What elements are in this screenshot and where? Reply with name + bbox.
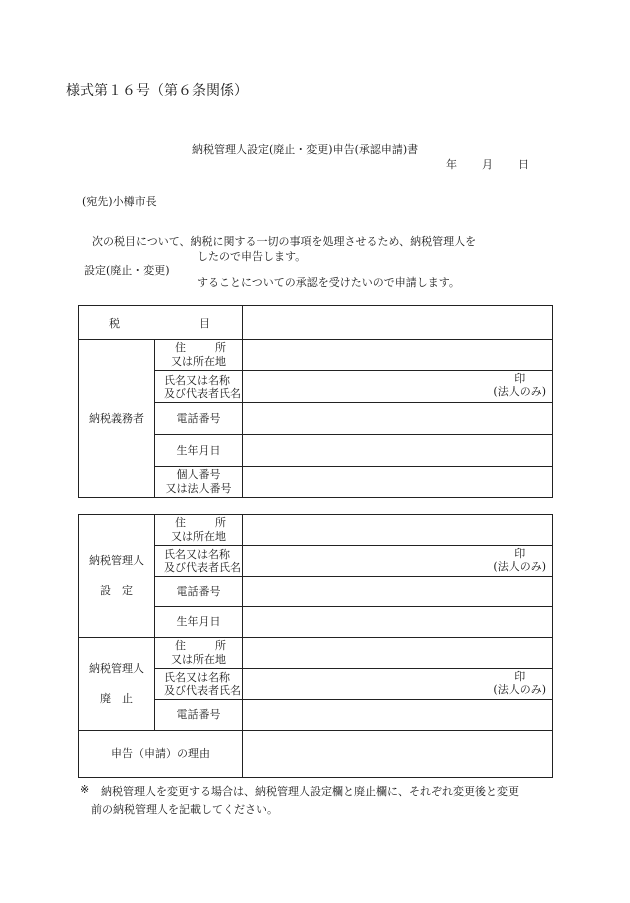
- abolish-name-label-2: 及び代表者氏名: [164, 684, 241, 697]
- manager-abolish-address-label: [155, 638, 243, 669]
- body-line-1: 次の税目について、納税に関する一切の事項を処理させるため、納税管理人を: [92, 235, 477, 248]
- date-day-label: 日: [518, 158, 529, 171]
- manager-set-label-2: 設 定: [100, 584, 133, 597]
- abolish-seal-text: 印: [514, 670, 526, 683]
- body-option-apply: することについての承認を受けたいので申請します。: [197, 276, 460, 289]
- taxpayer-phone-value[interactable]: [243, 403, 553, 435]
- manager-set-name-value[interactable]: [243, 546, 553, 577]
- body-left-label: 設定(廃止・変更): [84, 264, 170, 277]
- tax-item-label-cell: [79, 306, 243, 340]
- number-label-2: 又は法人番号: [165, 482, 232, 495]
- name-label-1: 氏名又は名称: [164, 373, 230, 387]
- tax-item-label-b: 目: [199, 316, 210, 330]
- manager-abolish-name-label: [155, 669, 243, 700]
- address-label-b: 所: [215, 341, 226, 354]
- set-seal-note: (法人のみ): [493, 560, 546, 573]
- document-title: 納税管理人設定(廃止・変更)申告(承認申請)書: [192, 143, 419, 156]
- form-number: 様式第１６号（第６条関係）: [66, 83, 248, 99]
- manager-set-address-value[interactable]: [243, 515, 553, 546]
- abolish-address-label-a: 住: [175, 639, 186, 652]
- abolish-address-label-b: 所: [215, 639, 226, 652]
- number-label-1: 個人番号: [176, 468, 221, 481]
- set-name-label-2: 及び代表者氏名: [164, 561, 241, 574]
- footnote-line-2: 前の納税管理人を記載してください。: [91, 803, 278, 816]
- reason-value[interactable]: [243, 731, 553, 778]
- taxpayer-table: [78, 305, 553, 498]
- manager-abolish-label: [79, 638, 155, 731]
- taxpayer-phone-label: 電話番号: [155, 403, 243, 435]
- manager-set-label: [79, 515, 155, 638]
- manager-set-label-1: 納税管理人: [89, 554, 144, 567]
- tax-item-value[interactable]: [243, 306, 553, 340]
- manager-set-birth-value[interactable]: [243, 607, 553, 638]
- abolish-seal-note: (法人のみ): [493, 683, 546, 696]
- manager-abolish-label-1: 納税管理人: [89, 662, 144, 675]
- taxpayer-name-value[interactable]: [243, 371, 553, 403]
- manager-abolish-address-value[interactable]: [243, 638, 553, 669]
- address-label-a: 住: [175, 341, 186, 354]
- body-option-report: したので申告します。: [197, 250, 307, 263]
- manager-abolish-label-2: 廃 止: [100, 692, 133, 705]
- manager-abolish-phone-value[interactable]: [243, 700, 553, 731]
- manager-abolish-phone-label: 電話番号: [155, 700, 243, 731]
- taxpayer-number-label: [155, 467, 243, 498]
- taxpayer-number-value[interactable]: [243, 467, 553, 498]
- set-seal-mark: [493, 547, 546, 573]
- taxpayer-address-label: [155, 340, 243, 371]
- manager-set-birth-label: 生年月日: [155, 607, 243, 638]
- abolish-name-label-1: 氏名又は名称: [164, 671, 230, 684]
- manager-abolish-name-value[interactable]: [243, 669, 553, 700]
- taxpayer-label: 納税義務者: [79, 340, 155, 498]
- manager-set-name-label: [155, 546, 243, 577]
- taxpayer-name-label: [155, 371, 243, 403]
- footnote-mark: ※: [80, 783, 90, 796]
- abolish-address-label-2: 又は所在地: [171, 653, 226, 666]
- addressee: (宛先)小樽市長: [82, 195, 157, 208]
- abolish-seal-mark: [493, 670, 546, 696]
- set-address-label-2: 又は所在地: [171, 530, 226, 543]
- manager-set-phone-value[interactable]: [243, 577, 553, 607]
- footnote-line-1: 納税管理人を変更する場合は、納税管理人設定欄と廃止欄に、それぞれ変更後と変更: [101, 785, 519, 798]
- manager-set-phone-label: 電話番号: [155, 577, 243, 607]
- date-month-label: 月: [482, 158, 493, 171]
- seal-note: (法人のみ): [493, 385, 546, 398]
- address-label-2: 又は所在地: [171, 355, 226, 368]
- seal-mark: [493, 372, 546, 398]
- taxpayer-birth-label: 生年月日: [155, 435, 243, 467]
- seal-text: 印: [514, 372, 526, 385]
- set-address-label-a: 住: [175, 516, 186, 529]
- set-name-label-1: 氏名又は名称: [164, 548, 230, 561]
- manager-set-address-label: [155, 515, 243, 546]
- taxpayer-birth-value[interactable]: [243, 435, 553, 467]
- manager-table: [78, 514, 553, 778]
- set-seal-text: 印: [514, 547, 526, 560]
- set-address-label-b: 所: [215, 516, 226, 529]
- reason-label: 申告（申請）の理由: [79, 731, 243, 778]
- tax-item-label-a: 税: [109, 316, 120, 330]
- date-year-label: 年: [446, 158, 457, 171]
- name-label-2: 及び代表者氏名: [164, 386, 241, 400]
- taxpayer-address-value[interactable]: [243, 340, 553, 371]
